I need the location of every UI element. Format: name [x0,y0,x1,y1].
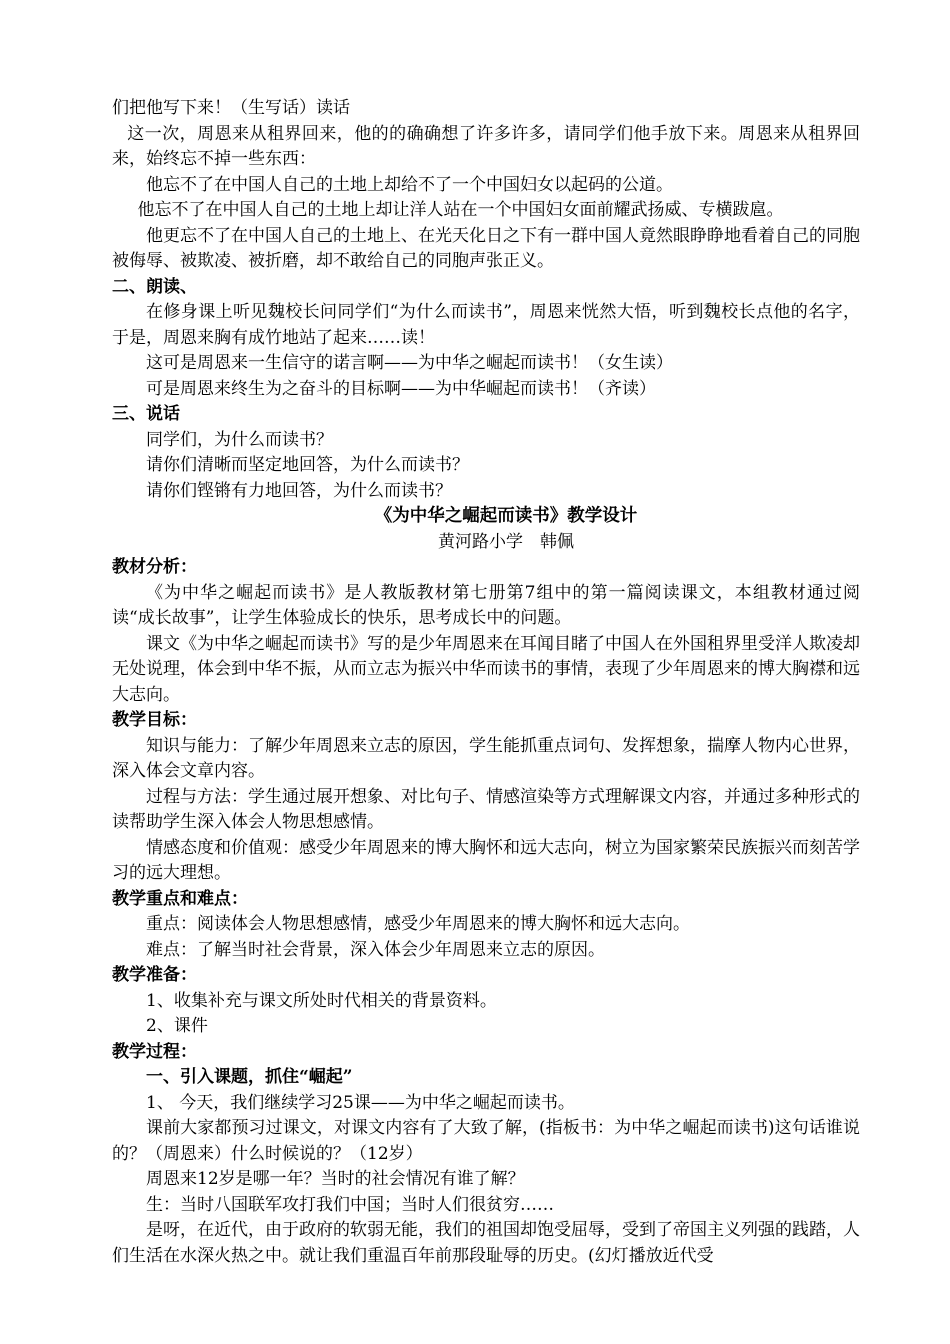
paragraph: 生：当时八国联军攻打我们中国；当时人们很贫穷…… [146,1194,554,1215]
paragraph: 同学们，为什么而读书？ [146,429,333,450]
paragraph: 情感态度和价值观：感受少年周恩来的博大胸怀和远大志向，树立为国家繁荣民族振兴而刻苦学习的远大理想。 [112,837,860,883]
section-heading: 三、说话 [112,404,180,424]
paragraph: 他更忘不了在中国人自己的土地上、在光天化日之下有一群中国人竟然眼睁睁地看着自己的同胞被侮辱、被欺凌、被折磨，却不敢给自己的同胞声张正义。 [112,225,860,271]
paragraph: 1、 今天，我们继续学习25课——为中华之崛起而读书。 [146,1092,575,1113]
document-author: 黄河路小学 韩佩 [438,531,574,552]
paragraph: 请你们清晰而坚定地回答，为什么而读书？ [146,455,469,475]
paragraph: 课前大家都预习过课文，对课文内容有了大致了解，(指板书：为中华之崛起而读书)这句话谁说的？（周恩来）什么时候说的？（12岁） [112,1118,860,1164]
section-heading: 教学准备： [112,965,197,985]
paragraph: 他忘不了在中国人自己的土地上却让洋人站在一个中国妇女面前耀武扬威、专横跋扈。 [137,200,784,220]
paragraph: 他忘不了在中国人自己的土地上却给不了一个中国妇女以起码的公道。 [146,174,673,195]
paragraph: 知识与能力：了解少年周恩来立志的原因，学生能抓重点词句、发挥想象，揣摩人物内心世界，深入体会文章内容。 [112,735,860,781]
section-heading: 教学过程： [112,1041,197,1062]
document-title: 《为中华之崛起而读书》教学设计 [374,506,638,526]
section-heading: 教学重点和难点： [112,888,248,909]
paragraph: 1、收集补充与课文所处时代相关的背景资料。 [146,990,497,1011]
paragraph: 请你们铿锵有力地回答，为什么而读书？ [146,480,452,501]
document-page [112,96,860,1269]
paragraph: 难点：了解当时社会背景，深入体会少年周恩来立志的原因。 [146,939,605,960]
subsection-heading: 一、引入课题，抓住“崛起” [146,1067,353,1087]
paragraph: 2、课件 [146,1016,208,1036]
paragraph: 《为中华之崛起而读书》是人教版教材第七册第7组中的第一篇阅读课文，本组教材通过阅读“成长故事”，让学生体验成长的快乐，思考成长中的问题。 [112,582,860,628]
section-heading: 教材分析： [112,557,197,577]
paragraph: 可是周恩来终生为之奋斗的目标啊——为中华崛起而读书！（齐读） [146,378,656,399]
paragraph: 周恩来12岁是哪一年？当时的社会情况有谁了解？ [146,1169,525,1189]
paragraph: 这可是周恩来一生信守的诺言啊——为中华之崛起而读书！（女生读） [146,353,673,373]
paragraph: 这一次，周恩来从租界回来，他的的确确想了许多许多，请同学们他手放下来。周恩来从租界回来，始终忘不掉一些东西： [112,123,860,169]
paragraph: 课文《为中华之崛起而读书》写的是少年周恩来在耳闻目睹了中国人在外国租界里受洋人欺凌却无处说理，体会到中华不振，从而立志为振兴中华而读书的事情，表现了少年周恩来的博大胸襟和远大志向。 [112,633,860,705]
paragraph: 重点：阅读体会人物思想感情，感受少年周恩来的博大胸怀和远大志向。 [146,914,690,934]
section-heading: 教学目标： [112,710,197,730]
paragraph: 们把他写下来！（生写话）读话 [112,98,350,118]
section-heading: 二、朗读、 [112,276,197,297]
paragraph: 在修身课上听见魏校长问同学们“为什么而读书”，周恩来恍然大悟，听到魏校长点他的名字，于是，周恩来胸有成竹地站了起来……读！ [112,302,860,348]
paragraph: 过程与方法：学生通过展开想象、对比句子、情感渲染等方式理解课文内容，并通过多种形式的读帮助学生深入体会人物思想感情。 [112,786,860,832]
paragraph: 是呀，在近代，由于政府的软弱无能，我们的祖国却饱受屈辱，受到了帝国主义列强的践踏，人们生活在水深火热之中。就让我们重温百年前那段耻辱的历史。(幻灯播放近代受 [112,1220,860,1266]
